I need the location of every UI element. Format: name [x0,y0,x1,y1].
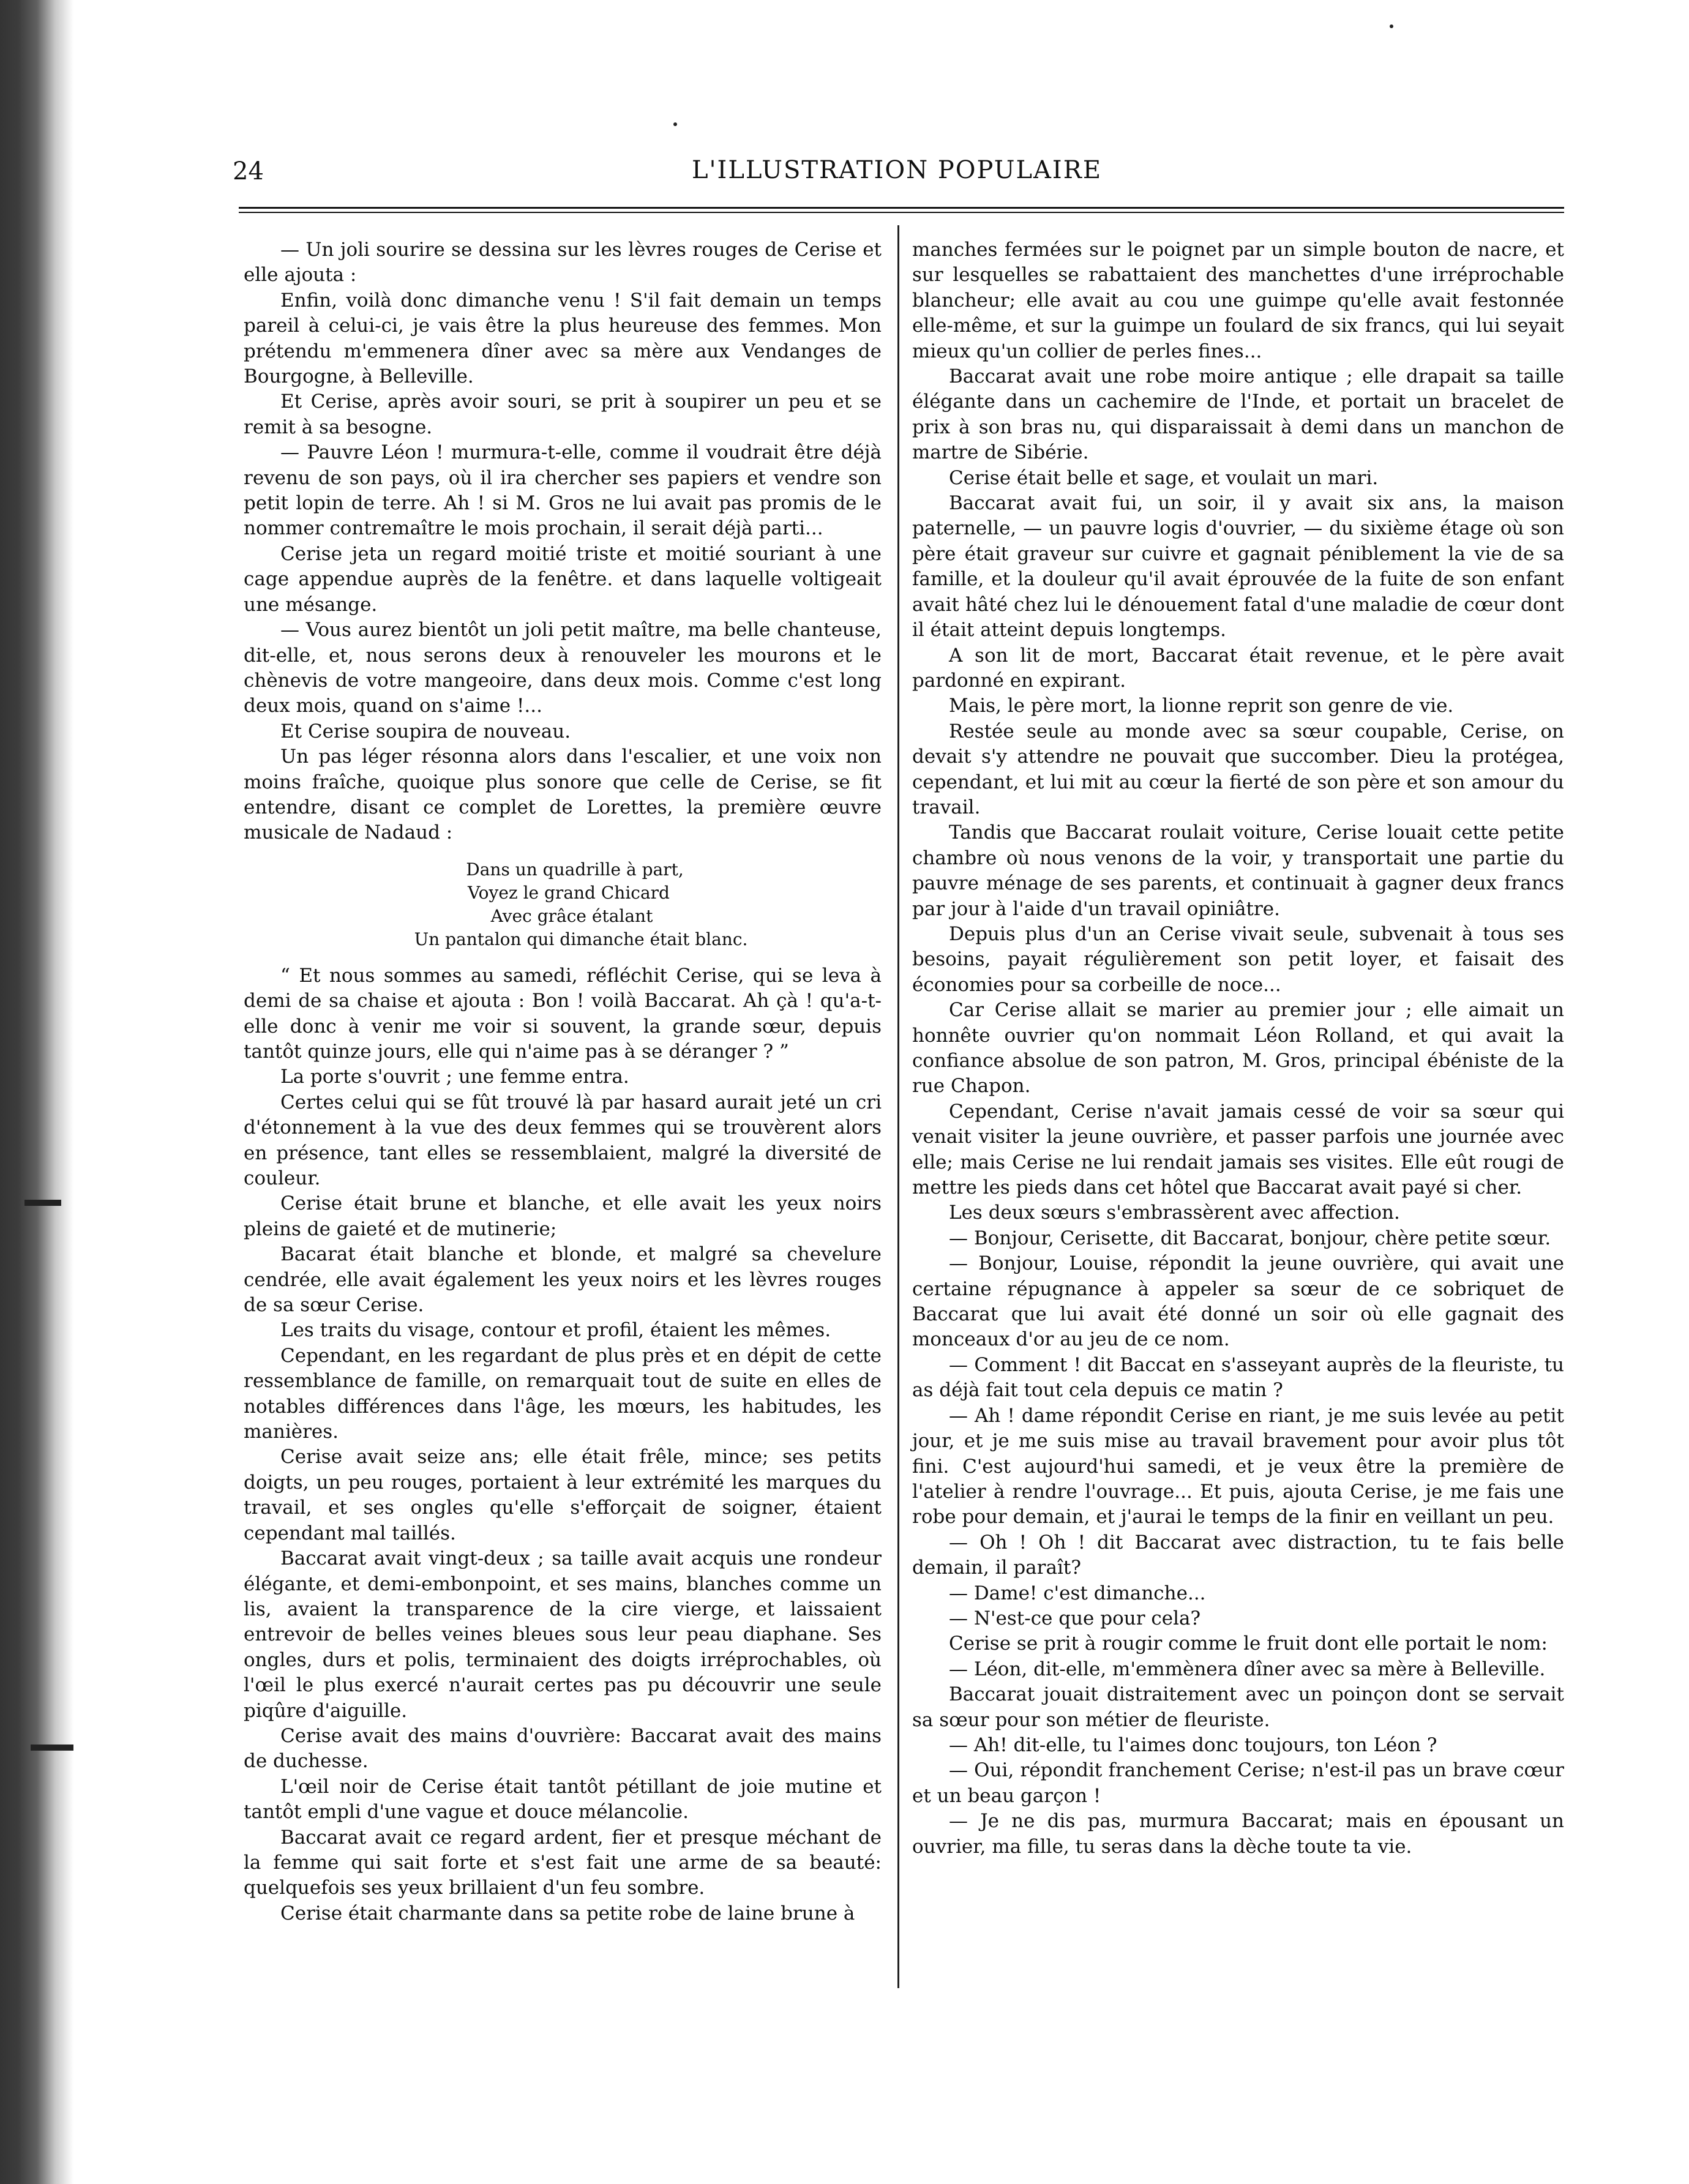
paragraph: Cerise avait seize ans; elle était frêle, mince; ses petits doigts, un peu rouges, portaient à leur extrémité les marques du travail, et ses ongles qu'elle s'efforçait de soigner, étaient cependant mal taillés. [244,1446,882,1544]
paragraph: — Ah ! dame répondit Cerise en riant, je me suis levée au petit jour, et je me suis mise au travail bravement pour avoir plus tôt fini. C'est aujourd'hui samedi, et je veux être la première de l'atelier à rendre l'ouvrage... Et puis, ajouta Cerise, je me fais une robe pour demain, et j'aurai le temps de la finir en veillant un peu. [912,1404,1564,1528]
paragraph: Et Cerise, après avoir souri, se prit à soupirer un peu et se remit à sa besogne. [244,391,882,438]
scan-speck [24,1200,61,1206]
paragraph: Enfin, voilà donc dimanche venu ! S'il fait demain un temps pareil à celui-ci, je vais être la plus heureuse des femmes. Mon prétendu m'emmenera dîner avec sa mère aux Vendanges de Bourgogne, à Belleville. [244,289,882,388]
paragraph: — Vous aurez bientôt un joli petit maître, ma belle chanteuse, dit-elle, et, nous serons deux à renouveler les mourons et le chènevis de votre mangeoire, dans deux mois. Comme c'est long deux mois, quand on s'aime !... [244,619,882,717]
scan-dot [1390,24,1393,28]
paragraph: Cependant, Cerise n'avait jamais cessé de voir sa sœur qui venait visiter la jeune ouvrière, et passer parfois une journée avec elle; mais Cerise ne lui rendait jamais ses visites. Elle eût rougi de mettre les pieds dans cet hôtel que Baccarat avait payé si cher. [912,1100,1564,1199]
paragraph: Cerise était belle et sage, et voulait un mari. [949,466,1379,489]
paragraph: Cerise était brune et blanche, et elle avait les yeux noirs pleins de gaieté et de mutinerie; [244,1192,882,1240]
left-column [244,237,882,1926]
paragraph: Car Cerise allait se marier au premier jour ; elle aimait un honnête ouvrier qu'on nommait Léon Rolland, et qui avait la confiance absolue de son patron, M. Gros, principal ébéniste de la rue Chapon. [912,999,1564,1098]
paragraph: Cependant, en les regardant de plus près et en dépit de cette ressemblance de famille, on remarquait tout de suite en elles de notables différences dans l'âge, les mœurs, les habitudes, les manières. [244,1344,882,1443]
paragraph: — Oh ! Oh ! dit Baccarat avec distraction, tu te fais belle demain, il paraît? [912,1531,1564,1579]
paragraph: Depuis plus d'un an Cerise vivait seule, subvenait à tous ses besoins, payait régulièrement son petit loyer, et faisait des économies pour sa corbeille de noce... [912,922,1564,996]
paragraph: Et Cerise soupira de nouveau. [280,720,571,742]
paragraph: Cerise était charmante dans sa petite robe de laine brune à [280,1902,855,1924]
scan-dot [673,122,677,126]
verse-line: Dans un quadrille à part, [466,859,684,880]
song-verse [244,858,882,951]
paragraph: “ Et nous sommes au samedi, réfléchit Cerise, qui se leva à demi de sa chaise et ajouta : Bon ! voilà Baccarat. Ah çà ! qu'a-t-elle donc à venir me voir si souvent, la grande sœur, depuis tantôt quinze jours, elle qui n'aime pas à se déranger ? ” [244,964,882,1063]
verse-line: Voyez le grand Chicard [468,882,670,903]
paragraph: — Bonjour, Louise, répondit la jeune ouvrière, qui avait une certaine répugnance à appeler sa sœur de ce sobriquet de Baccarat que lui avait été donné un soir où elle gagnait des monceaux d'or au jeu de ce nom. [912,1252,1564,1351]
paragraph: Cerise avait des mains d'ouvrière: Baccarat avait des mains de duchesse. [244,1724,882,1773]
paragraph: A son lit de mort, Baccarat était revenue, et le père avait pardonné en expirant. [912,644,1564,692]
paragraph: Tandis que Baccarat roulait voiture, Cerise louait cette petite chambre où nous venons de la voir, y transportait une partie du pauvre ménage de ses parents, et continuait à gagner deux francs par jour à l'aide d'un travail opiniâtre. [912,821,1564,920]
paragraph: Cerise se prit à rougir comme le fruit dont elle portait le nom: [949,1632,1548,1655]
journal-title: L'ILLUSTRATION POPULAIRE [691,156,1103,184]
paragraph: Restée seule au monde avec sa sœur coupable, Cerise, on devait s'y attendre ne pouvait que succomber. Dieu la protégea, cependant, et lui mit au cœur la fierté de son père et son amour du travail. [912,720,1564,818]
paragraph: — Ah! dit-elle, tu l'aimes donc toujours, ton Léon ? [949,1733,1437,1756]
paragraph: — Pauvre Léon ! murmura-t-elle, comme il voudrait être déjà revenu de son pays, où il ira chercher ses papiers et vendre son petit lopin de terre. Ah ! si M. Gros ne lui avait pas promis de le nommer contremaître le mois prochain, il serait déjà parti... [244,441,882,540]
paragraph: Un pas léger résonna alors dans l'escalier, et une voix non moins fraîche, quoique plus sonore que celle de Cerise, se fit entendre, disant ce complet de Lorettes, la première œuvre musicale de Nadaud : [244,746,882,844]
paragraph: Bacarat était blanche et blonde, et malgré sa chevelure cendrée, elle avait également les yeux noirs et les lèvres rouges de sa sœur Cerise. [244,1243,882,1317]
header-rule [239,212,1564,213]
paragraph: — Léon, dit-elle, m'emmènera dîner avec sa mère à Belleville. [949,1658,1546,1680]
paragraph: Baccarat avait vingt-deux ; sa taille avait acquis une rondeur élégante, et demi-embonpoint, et ses mains, blanches comme un lis, avaient la transparence de la cire vierge, et laissaient entrevoir de belles veines bleues sous leur peau diaphane. Ses ongles, durs et polis, terminaient des doigts irréprochables, où l'œil le plus exercé n'aurait certes pas pu découvrir une seule piqûre d'aiguille. [244,1547,882,1722]
paragraph: Cerise jeta un regard moitié triste et moitié souriant à une cage appendue auprès de la fenêtre. et dans laquelle voltigeait une mésange. [244,542,882,616]
scan-speck [31,1745,73,1751]
paragraph: — Bonjour, Cerisette, dit Baccarat, bonjour, chère petite sœur. [949,1227,1551,1249]
verse-line: Avec grâce étalant [490,905,653,926]
paragraph: — Je ne dis pas, murmura Baccarat; mais en épousant un ouvrier, ma fille, tu seras dans la dèche toute ta vie. [912,1810,1564,1858]
paragraph: — N'est-ce que pour cela? [949,1607,1201,1629]
paragraph: Les deux sœurs s'embrassèrent avec affection. [949,1202,1400,1224]
verse-line: Un pantalon qui dimanche était blanc. [414,929,748,949]
paragraph: Mais, le père mort, la lionne reprit son genre de vie. [949,695,1454,717]
paragraph: Baccarat avait une robe moire antique ; elle drapait sa taille élégante dans un cachemire de l'Inde, et portait un bracelet de prix à son bras nu, qui disparaissait à demi dans un manchon de martre de Sibérie. [912,365,1564,464]
paragraph: Baccarat jouait distraitement avec un poinçon dont se servait sa sœur pour son métier de fleuriste. [912,1683,1564,1731]
paragraph: La porte s'ouvrit ; une femme entra. [280,1066,629,1088]
paragraph: — Oui, répondit franchement Cerise; n'est-il pas un brave cœur et un beau garçon ! [912,1759,1564,1807]
paragraph: Les traits du visage, contour et profil, étaient les mêmes. [280,1319,831,1342]
scan-binding-edge [0,0,73,2184]
paragraph: Baccarat avait fui, un soir, il y avait six ans, la maison paternelle, — un pauvre logis d'ouvrier, — du sixième étage où son père était graveur sur cuivre et gagnait péniblement la vie de sa famille, et la douleur qu'il avait éprouvée de la fuite de son enfant avait hâté chez lui le dénouement fatal d'une maladie de cœur dont il était atteint depuis longtemps. [912,492,1564,641]
page-number: 24 [233,157,264,185]
paragraph: — Dame! c'est dimanche... [949,1582,1206,1604]
column-divider [897,225,899,1988]
paragraph: — Comment ! dit Baccat en s'asseyant auprès de la fleuriste, tu as déjà fait tout cela depuis ce matin ? [912,1353,1564,1402]
paragraph: Certes celui qui se fût trouvé là par hasard aurait jeté un cri d'étonnement à la vue des deux femmes qui se trouvèrent alors en présence, tant elles se ressemblaient, malgré la diversité de couleur. [244,1091,882,1189]
paragraph: L'œil noir de Cerise était tantôt pétillant de joie mutine et tantôt empli d'une vague et douce mélancolie. [244,1775,882,1823]
paragraph: — Un joli sourire se dessina sur les lèvres rouges de Cerise et elle ajouta : [244,239,882,286]
paragraph: manches fermées sur le poignet par un simple bouton de nacre, et sur lesquelles se rabattaient des manchettes d'une irréprochable blancheur; elle avait au cou une guimpe qu'elle avait festonnée elle-même, et sur la guimpe un foulard de six francs, qui lui seyait mieux qu'un collier de perles fines... [912,239,1564,362]
paragraph: Baccarat avait ce regard ardent, fier et presque méchant de la femme qui sait forte et s'est fait une arme de sa beauté: quelquefois ses yeux brillaient d'un feu sombre. [244,1826,882,1899]
header-rule [239,207,1564,209]
page-header [233,152,1561,189]
right-column [912,237,1564,1860]
